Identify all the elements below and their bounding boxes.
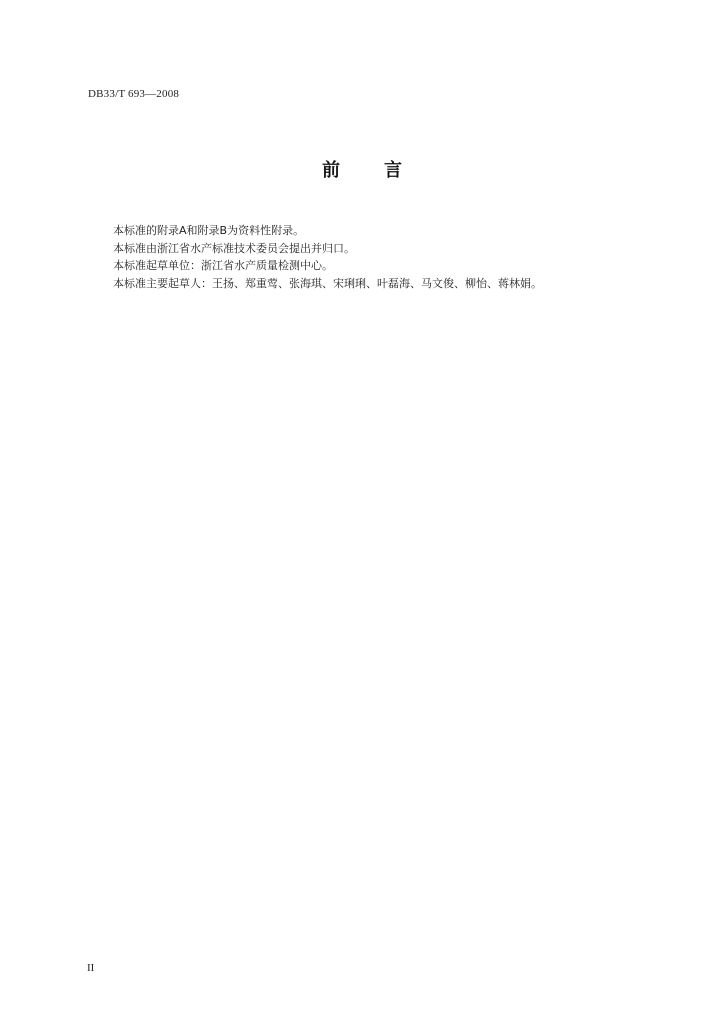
page-title [0,156,724,182]
paragraph-proposer: 本标准由浙江省水产标准技术委员会提出并归口。 [113,241,355,255]
paragraph-drafting-unit: 本标准起草单位：浙江省水产质量检测中心。 [113,259,333,272]
paragraph-drafters: 本标准主要起草人：王扬、郑重莺、张海琪、宋琍琍、叶磊海、马文俊、柳怡、蒋林娟。 [113,276,542,290]
paragraph-appendix: 本标准的附录A和附录B为资料性附录。 [113,224,305,237]
title-char-1: 前 [322,160,340,181]
standard-code: DB33/T 693—2008 [88,88,180,100]
title-char-2: 言 [384,160,402,181]
page-number: II [87,962,95,974]
foreword-body [113,222,673,292]
